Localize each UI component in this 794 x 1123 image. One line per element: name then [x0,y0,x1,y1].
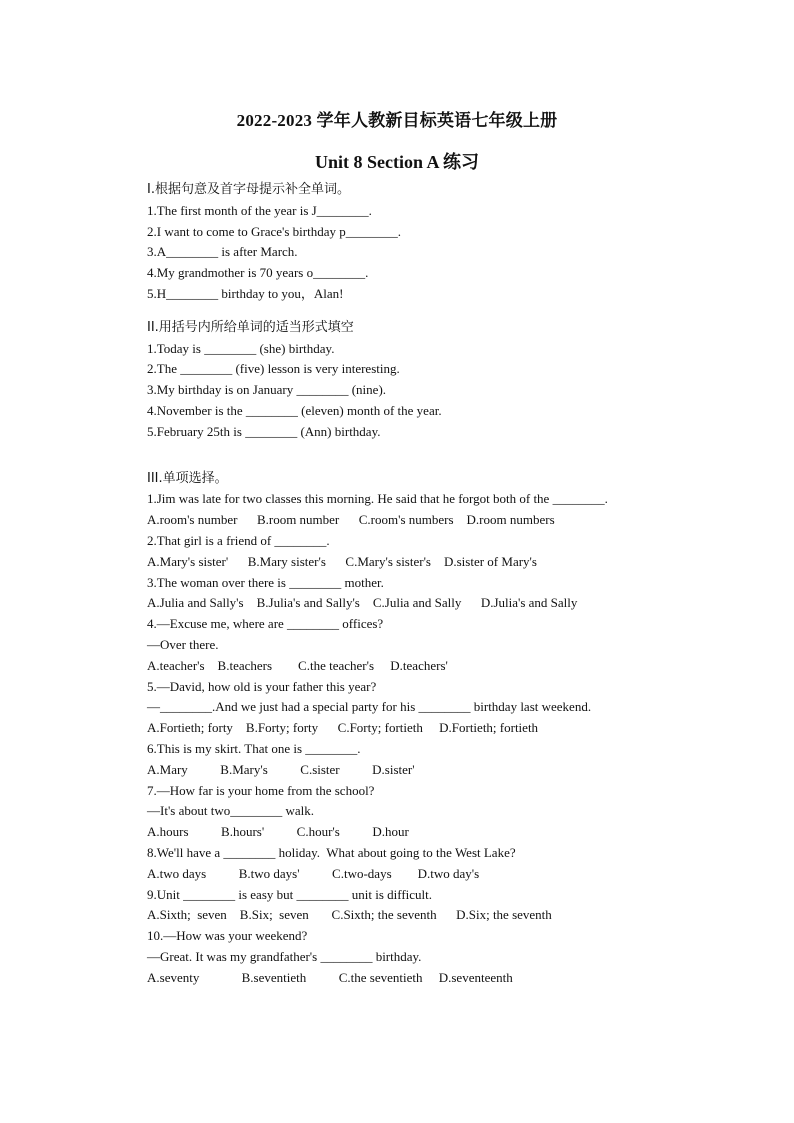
question-line: 5.H________ birthday to you，Alan! [147,285,344,301]
section-3-heading: III.单项选择。 [147,470,228,486]
question-line: 2.The ________ (five) lesson is very interesting. [147,361,400,377]
options-line: A.Sixth; seven B.Six; seven C.Sixth; the seventh D.Six; the seventh [147,907,552,923]
question-line: 10.—How was your weekend? [147,928,308,944]
section-gap [147,443,667,456]
options-line: A.Mary B.Mary's C.sister D.sister' [147,761,415,777]
section-gap [147,305,667,318]
question-line: 8.We'll have a ________ holiday. What about going to the West Lake? [147,844,516,860]
question-line: 4.November is the ________ (eleven) month of the year. [147,402,442,418]
question-line: 1.Jim was late for two classes this morning. He said that he forgot both of the ________. [147,491,608,507]
question-line: 4.—Excuse me, where are ________ offices? [147,616,384,632]
dialogue-line: —________.And we just had a special party for his ________ birthday last weekend. [147,699,592,715]
dialogue-line: —Great. It was my grandfather's ________ birthday. [147,948,422,964]
options-line: A.two days B.two days' C.two-days D.two day's [147,865,480,881]
options-line: A.seventy B.seventieth C.the seventieth D.seventeenth [147,969,513,985]
options-line: A.room's number B.room number C.room's numbers D.room numbers [147,512,555,528]
dialogue-line: —Over there. [147,636,219,652]
document-subtitle: Unit 8 Section A 练习 [314,152,479,172]
options-line: A.Mary's sister' B.Mary sister's C.Mary's sister's D.sister of Mary's [147,553,537,569]
question-line: 3.The woman over there is ________ mother. [147,574,384,590]
question-line: 2.That girl is a friend of ________. [147,532,330,548]
document-title: 2022-2023 学年人教新目标英语七年级上册 [236,111,558,130]
question-line: 9.Unit ________ is easy but ________ unit is difficult. [147,886,433,902]
question-line: 1.The first month of the year is J________. [147,202,372,218]
section-1-heading: I.根据句意及首字母提示补全单词。 [147,182,350,197]
section-2-heading: II.用括号内所给单词的适当形式填空 [147,319,354,335]
question-line: 3.My birthday is on January ________ (nine). [147,382,387,398]
question-line: 3.A________ is after March. [147,244,298,260]
section-gap [147,456,667,469]
question-line: 6.This is my skirt. That one is ________. [147,740,361,756]
question-line: 5.February 25th is ________ (Ann) birthday. [147,423,381,439]
options-line: A.teacher's B.teachers C.the teacher's D.teachers' [147,657,448,673]
options-line: A.hours B.hours' C.hour's D.hour [147,824,409,840]
document-body [147,180,667,988]
options-line: A.Fortieth; forty B.Forty; forty C.Forty; fortieth D.Fortieth; fortieth [147,720,539,736]
question-line: 1.Today is ________ (she) birthday. [147,340,335,356]
question-line: 4.My grandmother is 70 years o________. [147,265,369,281]
question-line: 7.—How far is your home from the school? [147,782,375,798]
question-line: 2.I want to come to Grace's birthday p________. [147,223,401,239]
dialogue-line: —It's about two________ walk. [147,803,314,819]
question-line: 5.—David, how old is your father this year? [147,678,377,694]
options-line: A.Julia and Sally's B.Julia's and Sally's C.Julia and Sally D.Julia's and Sally [147,595,578,611]
